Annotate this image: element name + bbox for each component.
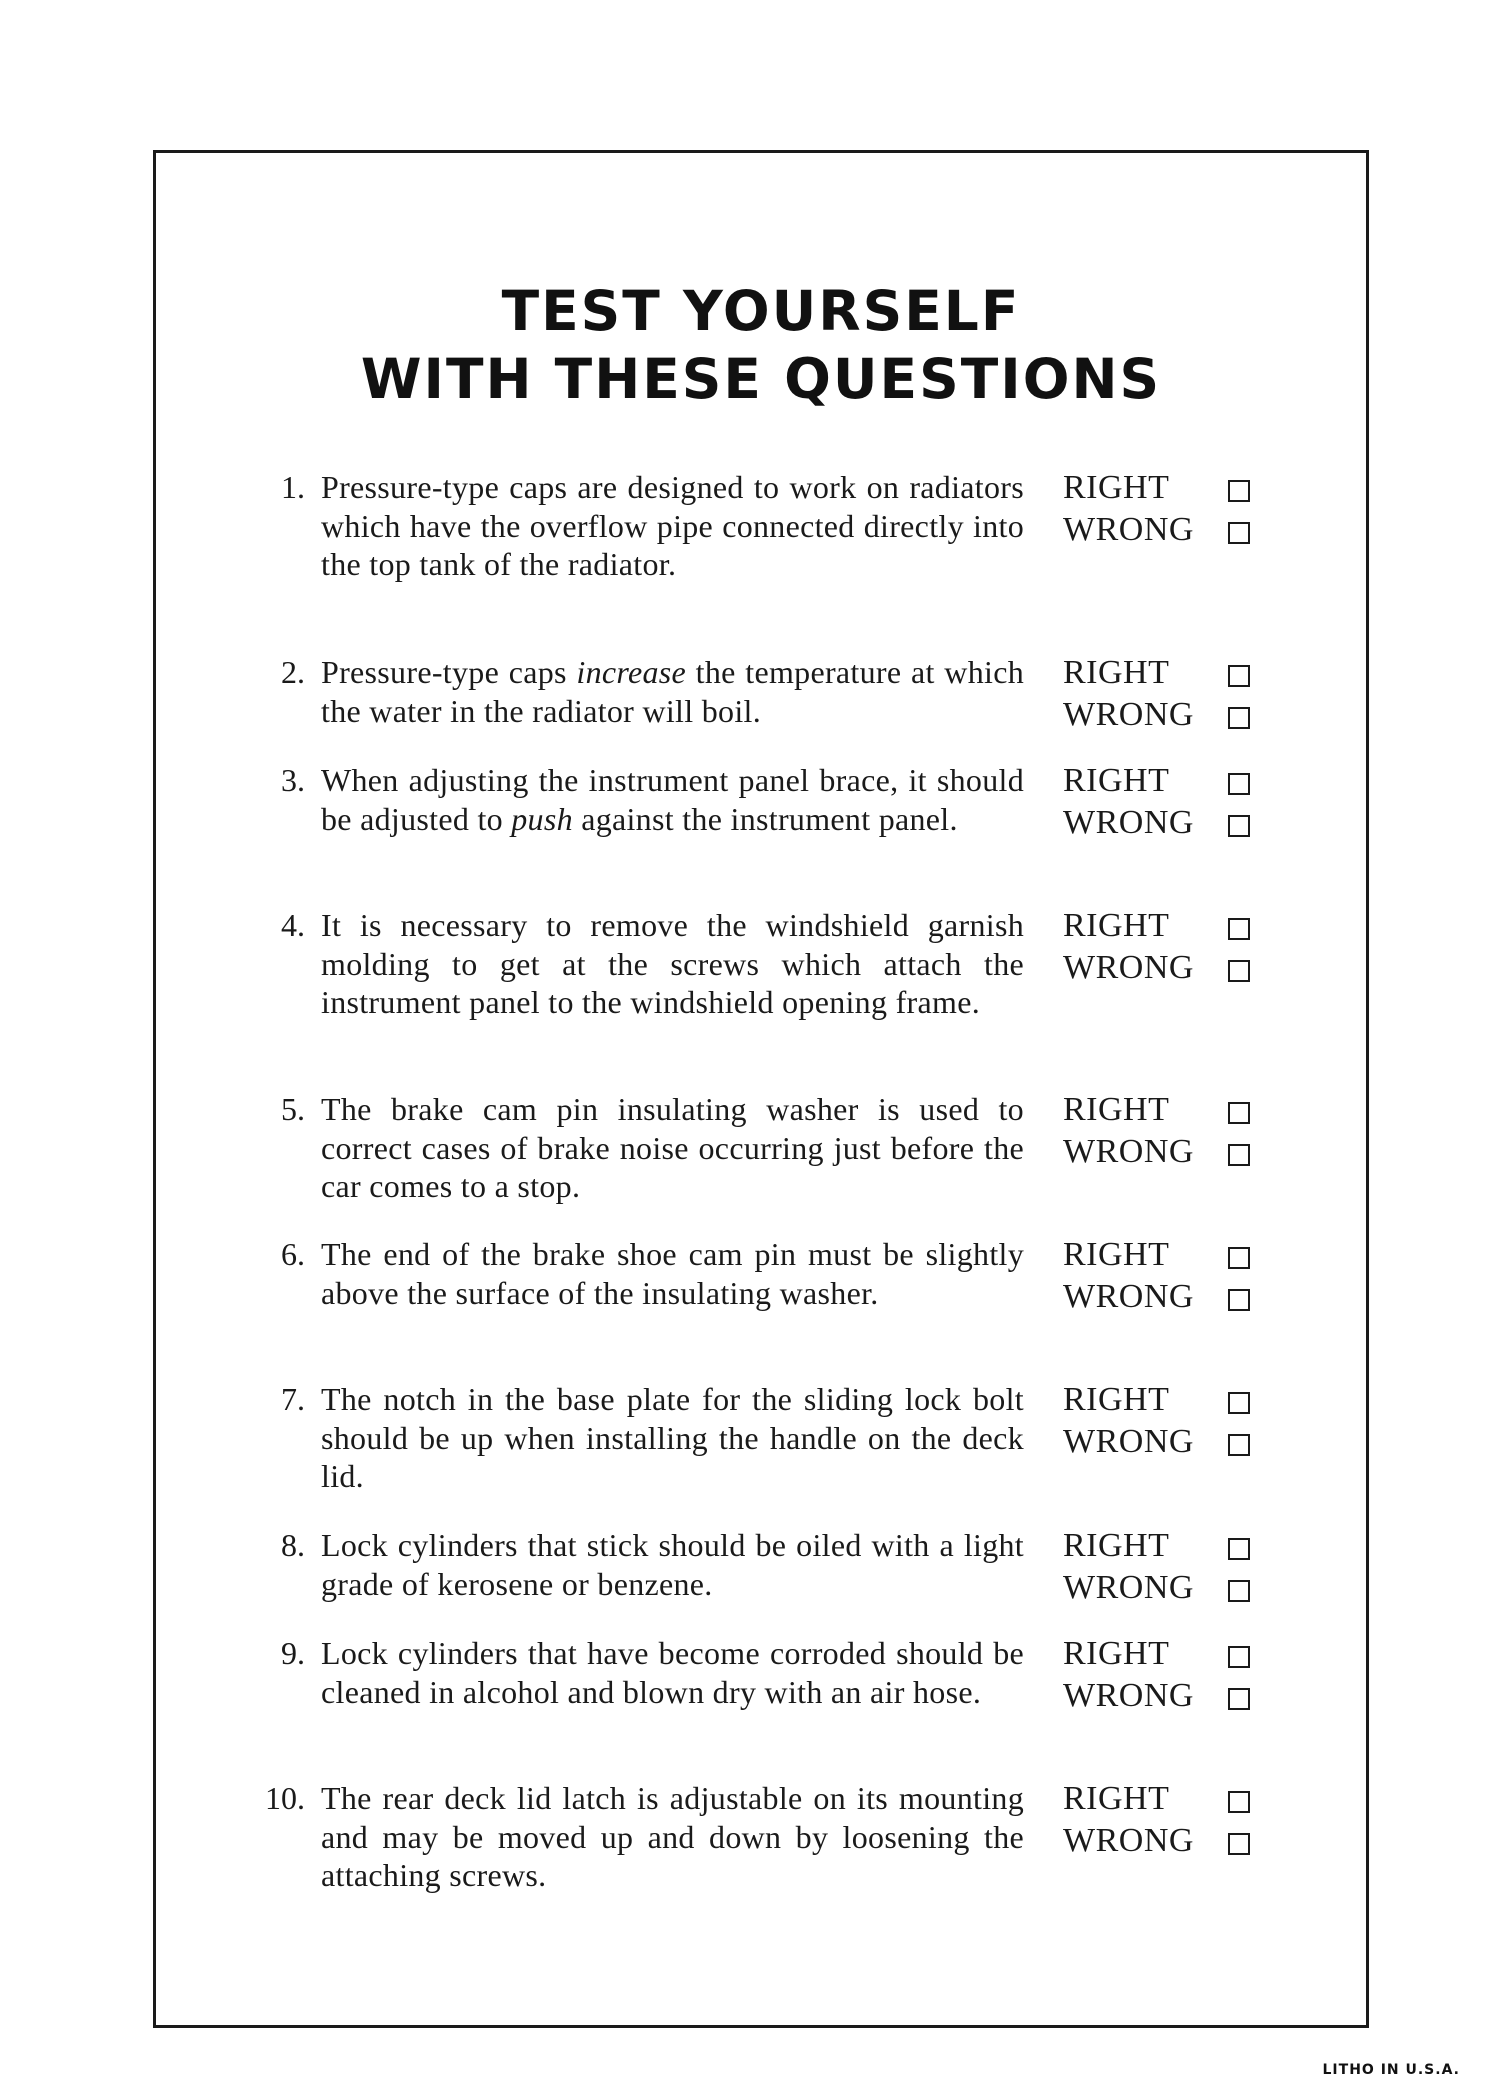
checkbox-right[interactable]	[1228, 1247, 1250, 1269]
question-text	[321, 1090, 1024, 1206]
answer-label-right: RIGHT	[1063, 1381, 1170, 1418]
checkbox-wrong[interactable]	[1228, 1434, 1250, 1456]
question-number: 3.	[281, 762, 305, 798]
question-text-part: Lock cylinders that stick should be oiled with a light grade of kerosene or benzene.	[321, 1527, 1024, 1602]
answer-label-right: RIGHT	[1063, 762, 1170, 799]
checkbox-right[interactable]	[1228, 665, 1250, 687]
checkbox-wrong[interactable]	[1228, 1580, 1250, 1602]
question-text-emphasis: push	[511, 800, 573, 837]
question-number: 9.	[281, 1635, 305, 1671]
checkbox-wrong[interactable]	[1228, 1144, 1250, 1166]
question-text-part: The brake cam pin insulating washer is used to correct cases of brake noise occurring just before the car comes to a stop.	[321, 1091, 1024, 1204]
checkbox-right[interactable]	[1228, 1791, 1250, 1813]
checkbox-wrong[interactable]	[1228, 707, 1250, 729]
question-text-part: It is necessary to remove the windshield garnish molding to get at the screws which attach the instrument panel to the windshield opening frame.	[321, 907, 1024, 1020]
answer-option-right	[1063, 1235, 1283, 1277]
question-number: 10.	[265, 1780, 305, 1816]
question-item	[243, 468, 1343, 628]
title-line-1: TEST YOURSELF	[501, 279, 1021, 343]
answer-option-wrong	[1063, 1821, 1283, 1863]
answer-options	[1063, 761, 1283, 845]
answer-label-right: RIGHT	[1063, 469, 1170, 506]
page-title	[156, 277, 1366, 413]
answer-option-right	[1063, 1380, 1283, 1422]
question-number: 4.	[281, 907, 305, 943]
answer-options	[1063, 1779, 1283, 1863]
answer-option-right	[1063, 468, 1283, 510]
title-line-2: WITH THESE QUESTIONS	[360, 347, 1162, 411]
question-item	[243, 761, 1343, 921]
answer-label-wrong: WRONG	[1063, 804, 1194, 841]
question-text-part: Lock cylinders that have become corroded should be cleaned in alcohol and blown dry with an air hose.	[321, 1635, 1024, 1710]
answer-option-wrong	[1063, 1277, 1283, 1319]
checkbox-right[interactable]	[1228, 918, 1250, 940]
question-text-part: against the instrument panel.	[572, 800, 958, 837]
checkbox-right[interactable]	[1228, 1538, 1250, 1560]
question-number: 2.	[281, 654, 305, 690]
question-item	[243, 1090, 1343, 1250]
answer-options	[1063, 1380, 1283, 1464]
answer-label-wrong: WRONG	[1063, 1423, 1194, 1460]
question-text-part: The end of the brake shoe cam pin must be slightly above the surface of the insulating washer.	[321, 1236, 1024, 1311]
answer-option-right	[1063, 1779, 1283, 1821]
answer-label-wrong: WRONG	[1063, 1677, 1194, 1714]
question-text-part: The rear deck lid latch is adjustable on its mounting and may be moved up and down by loosening the attaching screws.	[321, 1780, 1024, 1893]
test-frame	[153, 150, 1369, 2028]
question-number: 7.	[281, 1381, 305, 1417]
question-text-part: Pressure-type caps	[321, 654, 577, 690]
question-item	[243, 906, 1343, 1066]
question-item	[243, 1779, 1343, 1939]
answer-option-right	[1063, 761, 1283, 803]
answer-option-wrong	[1063, 695, 1283, 737]
answer-label-right: RIGHT	[1063, 1635, 1170, 1672]
checkbox-right[interactable]	[1228, 1102, 1250, 1124]
answer-option-wrong	[1063, 1568, 1283, 1610]
question-text	[321, 468, 1024, 584]
answer-label-wrong: WRONG	[1063, 1278, 1194, 1315]
answer-option-wrong	[1063, 510, 1283, 552]
question-item	[243, 1634, 1343, 1794]
question-text	[321, 1779, 1024, 1895]
answer-label-right: RIGHT	[1063, 1780, 1170, 1817]
question-number: 5.	[281, 1091, 305, 1127]
answer-label-wrong: WRONG	[1063, 1569, 1194, 1606]
answer-label-right: RIGHT	[1063, 1527, 1170, 1564]
question-text	[321, 1526, 1024, 1603]
answer-options	[1063, 1526, 1283, 1610]
question-number: 1.	[281, 469, 305, 505]
answer-option-right	[1063, 1634, 1283, 1676]
checkbox-right[interactable]	[1228, 480, 1250, 502]
answer-option-right	[1063, 653, 1283, 695]
question-number: 6.	[281, 1236, 305, 1272]
answer-options	[1063, 1090, 1283, 1174]
checkbox-wrong[interactable]	[1228, 960, 1250, 982]
question-text-part: the temperature at which the water in the radiator will boil.	[321, 654, 1025, 729]
answer-options	[1063, 1634, 1283, 1718]
answer-option-wrong	[1063, 1676, 1283, 1718]
answer-label-wrong: WRONG	[1063, 696, 1194, 733]
answer-label-right: RIGHT	[1063, 654, 1170, 691]
answer-option-wrong	[1063, 1132, 1283, 1174]
question-item	[243, 1235, 1343, 1395]
answer-options	[1063, 906, 1283, 990]
checkbox-wrong[interactable]	[1228, 1289, 1250, 1311]
answer-option-right	[1063, 1090, 1283, 1132]
question-text	[321, 1634, 1024, 1711]
checkbox-wrong[interactable]	[1228, 1833, 1250, 1855]
question-number: 8.	[281, 1527, 305, 1563]
checkbox-right[interactable]	[1228, 1646, 1250, 1668]
question-item	[243, 1380, 1343, 1540]
answer-label-wrong: WRONG	[1063, 1133, 1194, 1170]
answer-option-right	[1063, 1526, 1283, 1568]
answer-options	[1063, 1235, 1283, 1319]
answer-label-wrong: WRONG	[1063, 511, 1194, 548]
answer-option-wrong	[1063, 803, 1283, 845]
checkbox-wrong[interactable]	[1228, 522, 1250, 544]
checkbox-right[interactable]	[1228, 773, 1250, 795]
answer-label-wrong: WRONG	[1063, 949, 1194, 986]
answer-options	[1063, 468, 1283, 552]
answer-option-wrong	[1063, 948, 1283, 990]
question-text-part: The notch in the base plate for the sliding lock bolt should be up when installing the handle on the deck lid.	[321, 1381, 1024, 1494]
answer-label-wrong: WRONG	[1063, 1822, 1194, 1859]
question-text-emphasis: increase	[576, 654, 687, 690]
answer-label-right: RIGHT	[1063, 907, 1170, 944]
question-text	[321, 1380, 1024, 1496]
answer-label-right: RIGHT	[1063, 1091, 1170, 1128]
question-text	[321, 906, 1024, 1022]
checkbox-wrong[interactable]	[1228, 1688, 1250, 1710]
answer-options	[1063, 653, 1283, 737]
question-text-part: Pressure-type caps are designed to work on radiators which have the overflow pipe connected directly into the top tank of the radiator.	[321, 469, 1024, 582]
answer-label-right: RIGHT	[1063, 1236, 1170, 1273]
answer-option-wrong	[1063, 1422, 1283, 1464]
checkbox-right[interactable]	[1228, 1392, 1250, 1414]
question-text-part: When adjusting the instrument panel brace, it should be adjusted to	[321, 762, 1024, 837]
litho-imprint: LITHO IN U.S.A.	[1322, 2062, 1460, 2078]
question-text	[321, 1235, 1024, 1312]
checkbox-wrong[interactable]	[1228, 815, 1250, 837]
question-text	[321, 761, 1024, 838]
answer-option-right	[1063, 906, 1283, 948]
question-text	[321, 653, 1024, 730]
